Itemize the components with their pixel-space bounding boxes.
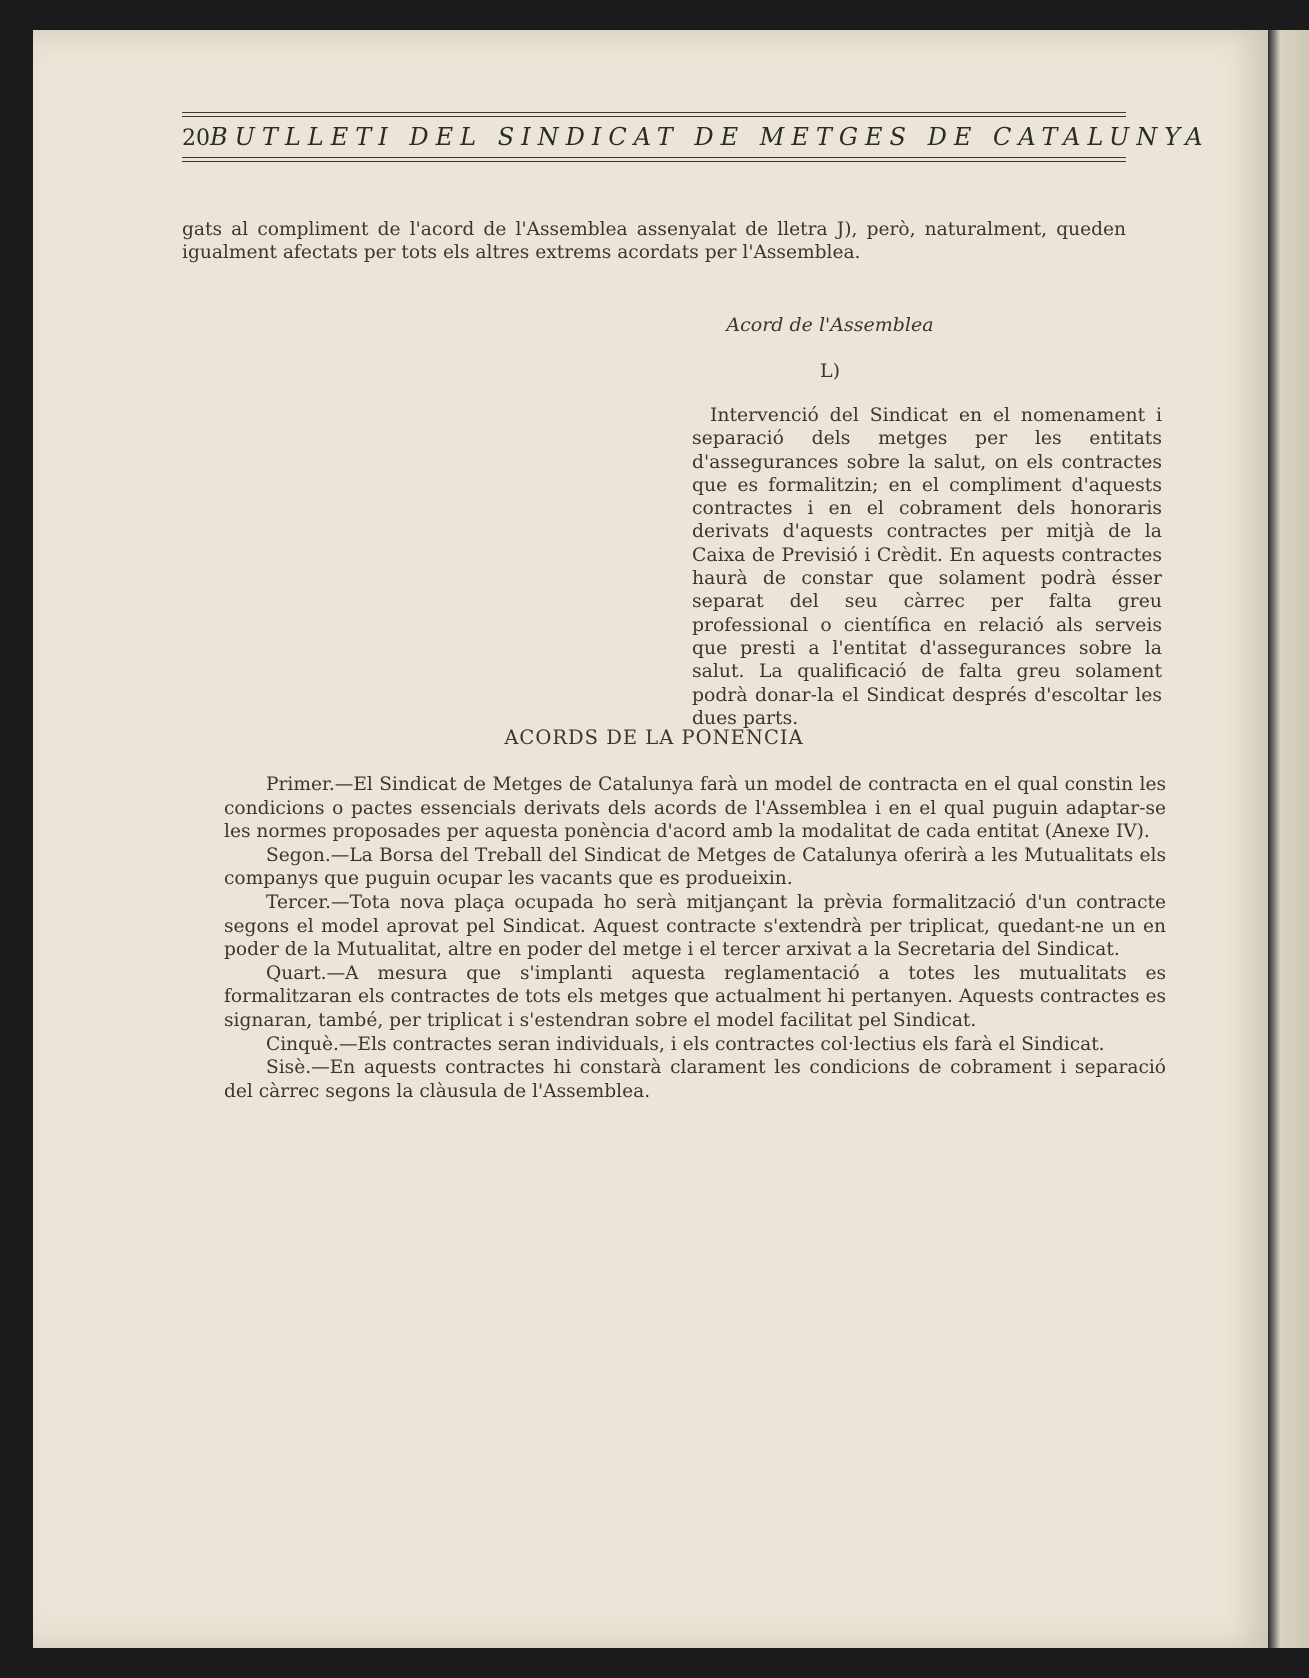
ponencia-items <box>224 773 1166 1103</box>
list-item: Segon.—La Borsa del Treball del Sindicat de Metges de Catalunya oferirà a les Mutualitats els companys que puguin ocupar les vacants que es produeixin. <box>224 844 1166 890</box>
list-item: Sisè.—En aquests contractes hi constarà clarament les condicions de cobrament i separació del càrrec segons la clàusula de l'Assemblea. <box>224 1057 1166 1102</box>
list-item: Primer.—El Sindicat de Metges de Catalunya farà un model de contracta en el qual constin les condicions o pactes essencials derivats dels acords de l'Assemblea i en el qual puguin adaptar-se les normes proposades per aquesta ponència d'acord amb la modalitat de cada entitat (Anexe IV). <box>224 774 1166 843</box>
header-row <box>182 117 1210 157</box>
acord-title: Acord de l'Assemblea <box>726 314 934 336</box>
list-item: Tercer.—Tota nova plaça ocupada ho serà mitjançant la prèvia formalització d'un contracte segons el model aprovat pel Sindicat. Aquest contracte s'extendrà per triplicat, quedant-ne un en poder de la Mutualitat, altre en poder del metge i el tercer arxivat a la Secretaria del Sindicat. <box>224 891 1166 961</box>
acord-letter: L) <box>819 360 841 382</box>
header-rule-bottom <box>182 161 1126 162</box>
list-item: Cinquè.—Els contractes seran individuals, i els contractes col·lectius els farà el Sindicat. <box>266 1033 1105 1055</box>
page-number: 20 <box>182 126 210 151</box>
intro-paragraph: gats al compliment de l'acord de l'Assemblea assenyalat de lletra J), però, naturalment, queden igualment afectats per tots els altres extrems acordats per l'Assemblea. <box>182 219 1126 263</box>
book-spine <box>1268 30 1309 1648</box>
header-rule-top <box>182 112 1126 113</box>
list-item: Quart.—A mesura que s'implanti aquesta reglamentació a totes les mutualitats es formalitzaran els contractes de tots els metges que actualment hi pertanyen. Aquests contractes es signaran, també, per triplicat i s'estendran sobre el model facilitat pel Sindicat. <box>224 962 1166 1031</box>
section-title: ACORDS DE LA PONENCIA <box>504 726 804 749</box>
acord-body: Intervenció del Sindicat en el nomenament i separació dels metges per les entitats d'assegurances sobre la salut, on els contractes que es formalitzin; en el compliment d'aquests contractes i en el cobrament dels honoraris derivats d'aquests contractes per mitjà de la Caixa de Previsió i Crèdit. En aquests contractes haurà de constar que solament podrà ésser separat del seu càrrec per falta greu professional o científica en relació als serveis que presti a l'entitat d'assegurances sobre la salut. La qualificació de falta greu solament podrà donar-la el Sindicat després d'escoltar les dues parts. <box>692 405 1162 729</box>
header-rule-bottom-thin <box>182 157 1126 158</box>
running-title: BUTLLETI DEL SINDICAT DE METGES DE CATALUNYA <box>210 123 1210 151</box>
page-header <box>182 112 1210 162</box>
